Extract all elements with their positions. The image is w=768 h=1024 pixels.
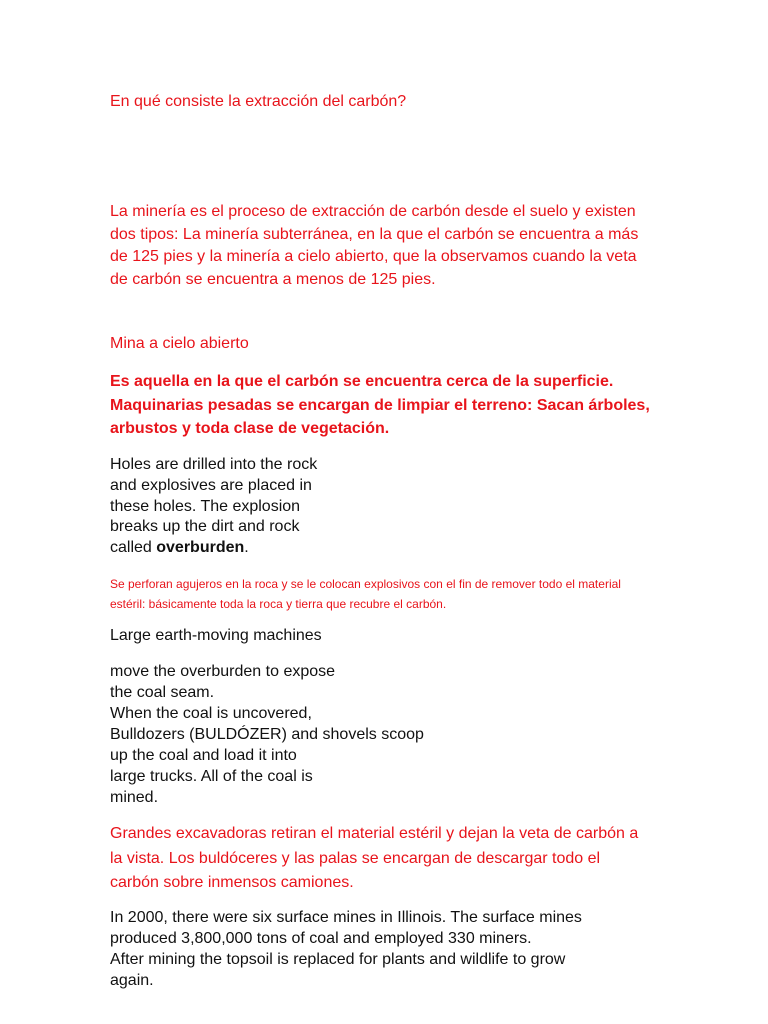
overburden-line: When the coal is uncovered, bbox=[110, 705, 312, 722]
illinois-line: again. bbox=[110, 972, 154, 989]
question-heading: En qué consiste la extracción del carbón? bbox=[110, 93, 407, 110]
overburden-paragraph bbox=[110, 661, 424, 808]
overburden-line: the coal seam. bbox=[110, 684, 215, 701]
holes-line: these holes. The explosion bbox=[110, 497, 301, 515]
holes-line-suffix: . bbox=[244, 539, 249, 557]
holes-line-prefix: called bbox=[110, 539, 157, 557]
holes-paragraph bbox=[110, 455, 317, 559]
holes-line: breaks up the dirt and rock bbox=[110, 518, 300, 536]
overburden-line: Bulldozers (BULDÓZER) and shovels scoop bbox=[110, 726, 424, 743]
illinois-line: After mining the topsoil is replaced for plants and wildlife to grow bbox=[110, 951, 566, 968]
holes-line: and explosives are placed in bbox=[110, 476, 312, 494]
holes-line-last bbox=[110, 538, 317, 559]
overburden-line: large trucks. All of the coal is bbox=[110, 768, 313, 785]
intro-paragraph: La minería es el proceso de extracción de carbón desde el suelo y existen dos tipos: La minería subterránea, en la que el carbón se encuentra a más de 125 pies y la minería a cielo abierto, que la observamos cuando la veta de carbón se encuentra a menos de 125 pies. bbox=[110, 203, 639, 288]
section-heading: Mina a cielo abierto bbox=[110, 335, 249, 352]
illinois-line: In 2000, there were six surface mines in Illinois. The surface mines bbox=[110, 909, 582, 926]
excavators-paragraph: Grandes excavadoras retiran el material estéril y dejan la veta de carbón a la vista. Los buldóceres y las palas se encargan de descargar todo el carbón sobre inmensos camiones. bbox=[110, 825, 639, 891]
illinois-line: produced 3,800,000 tons of coal and employed 330 miners. bbox=[110, 930, 532, 947]
machines-line: Large earth-moving machines bbox=[110, 627, 322, 644]
holes-line: Holes are drilled into the rock bbox=[110, 456, 318, 473]
illinois-paragraph bbox=[110, 907, 655, 991]
overburden-term: overburden bbox=[156, 539, 245, 557]
overburden-line: move the overburden to expose bbox=[110, 663, 336, 680]
overburden-line: up the coal and load it into bbox=[110, 747, 297, 764]
holes-translation: Se perforan agujeros en la roca y se le colocan explosivos con el fin de remover todo el material estéril: básicamente toda la roca y tierra que recubre el carbón. bbox=[110, 577, 621, 611]
overburden-line: mined. bbox=[110, 789, 159, 806]
bold-paragraph: Es aquella en la que el carbón se encuentra cerca de la superficie. Maquinarias pesadas se encargan de limpiar el terreno: Sacan árboles, arbustos y toda clase de vegetación. bbox=[110, 373, 650, 437]
